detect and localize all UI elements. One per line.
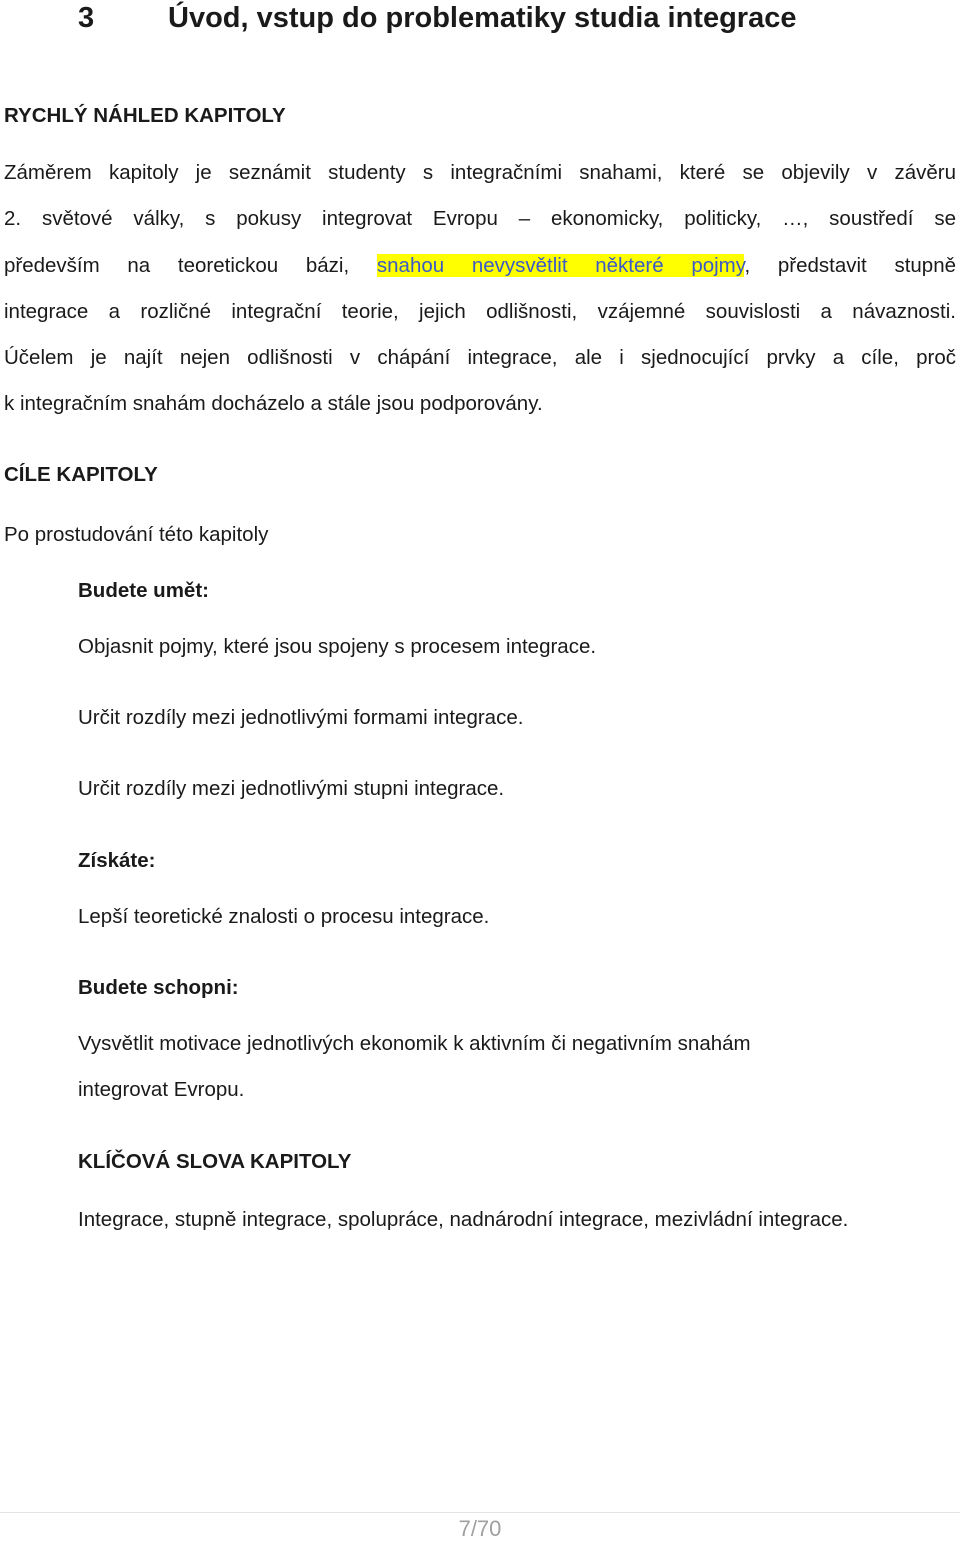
goals-intro: Po prostudování této kapitoly [4,523,269,546]
gain-item-1: Lepší teoretické znalosti o procesu integrace. [78,905,490,928]
gain-heading: Získáte: [78,849,156,872]
chapter-number: 3 [78,2,95,34]
preview-line-6: k integračním snahám docházelo a stále jsou podporovány. [4,392,543,415]
can-item-2: Určit rozdíly mezi jednotlivými formami integrace. [78,706,524,729]
able-line-1: Vysvětlit motivace jednotlivých ekonomik k aktivním či negativním snahám [78,1032,751,1055]
page-number: 7/70 [458,1516,502,1541]
preview-line-3 [4,251,956,281]
preview-line-5: Účelem je najít nejen odlišnosti v chápání integrace, ale i sjednocující prvky a cíle, proč [4,346,956,369]
can-item-3: Určit rozdíly mezi jednotlivými stupni integrace. [78,777,505,800]
preview-line-2: 2. světové války, s pokusy integrovat Evropu – ekonomicky, politicky, …, soustředí se [4,207,956,230]
preview-heading: RYCHLÝ NÁHLED KAPITOLY [4,104,286,127]
keywords-text: Integrace, stupně integrace, spolupráce, nadnárodní integrace, mezivládní integrace. [78,1208,849,1231]
chapter-name: Úvod, vstup do problematiky studia integrace [168,2,797,34]
keywords-heading: KLÍČOVÁ SLOVA KAPITOLY [78,1150,352,1173]
footer-divider [0,1512,960,1513]
able-heading: Budete schopni: [78,976,239,999]
preview-line-4: integrace a rozličné integrační teorie, jejich odlišnosti, vzájemné souvislosti a návaznosti. [4,300,956,323]
goals-heading: CÍLE KAPITOLY [4,463,158,486]
highlighted-phrase: snahou nevysvětlit některé pojmy [376,254,745,277]
preview-line-3-before: především na teoretickou bázi, [4,254,350,277]
able-line-2: integrovat Evropu. [78,1078,245,1101]
preview-line-3-after: , představit stupně [744,254,956,277]
can-item-1: Objasnit pojmy, které jsou spojeny s procesem integrace. [78,635,597,658]
preview-line-1: Záměrem kapitoly je seznámit studenty s integračními snahami, které se objevily v závěru [4,161,956,184]
can-heading: Budete umět: [78,579,209,602]
